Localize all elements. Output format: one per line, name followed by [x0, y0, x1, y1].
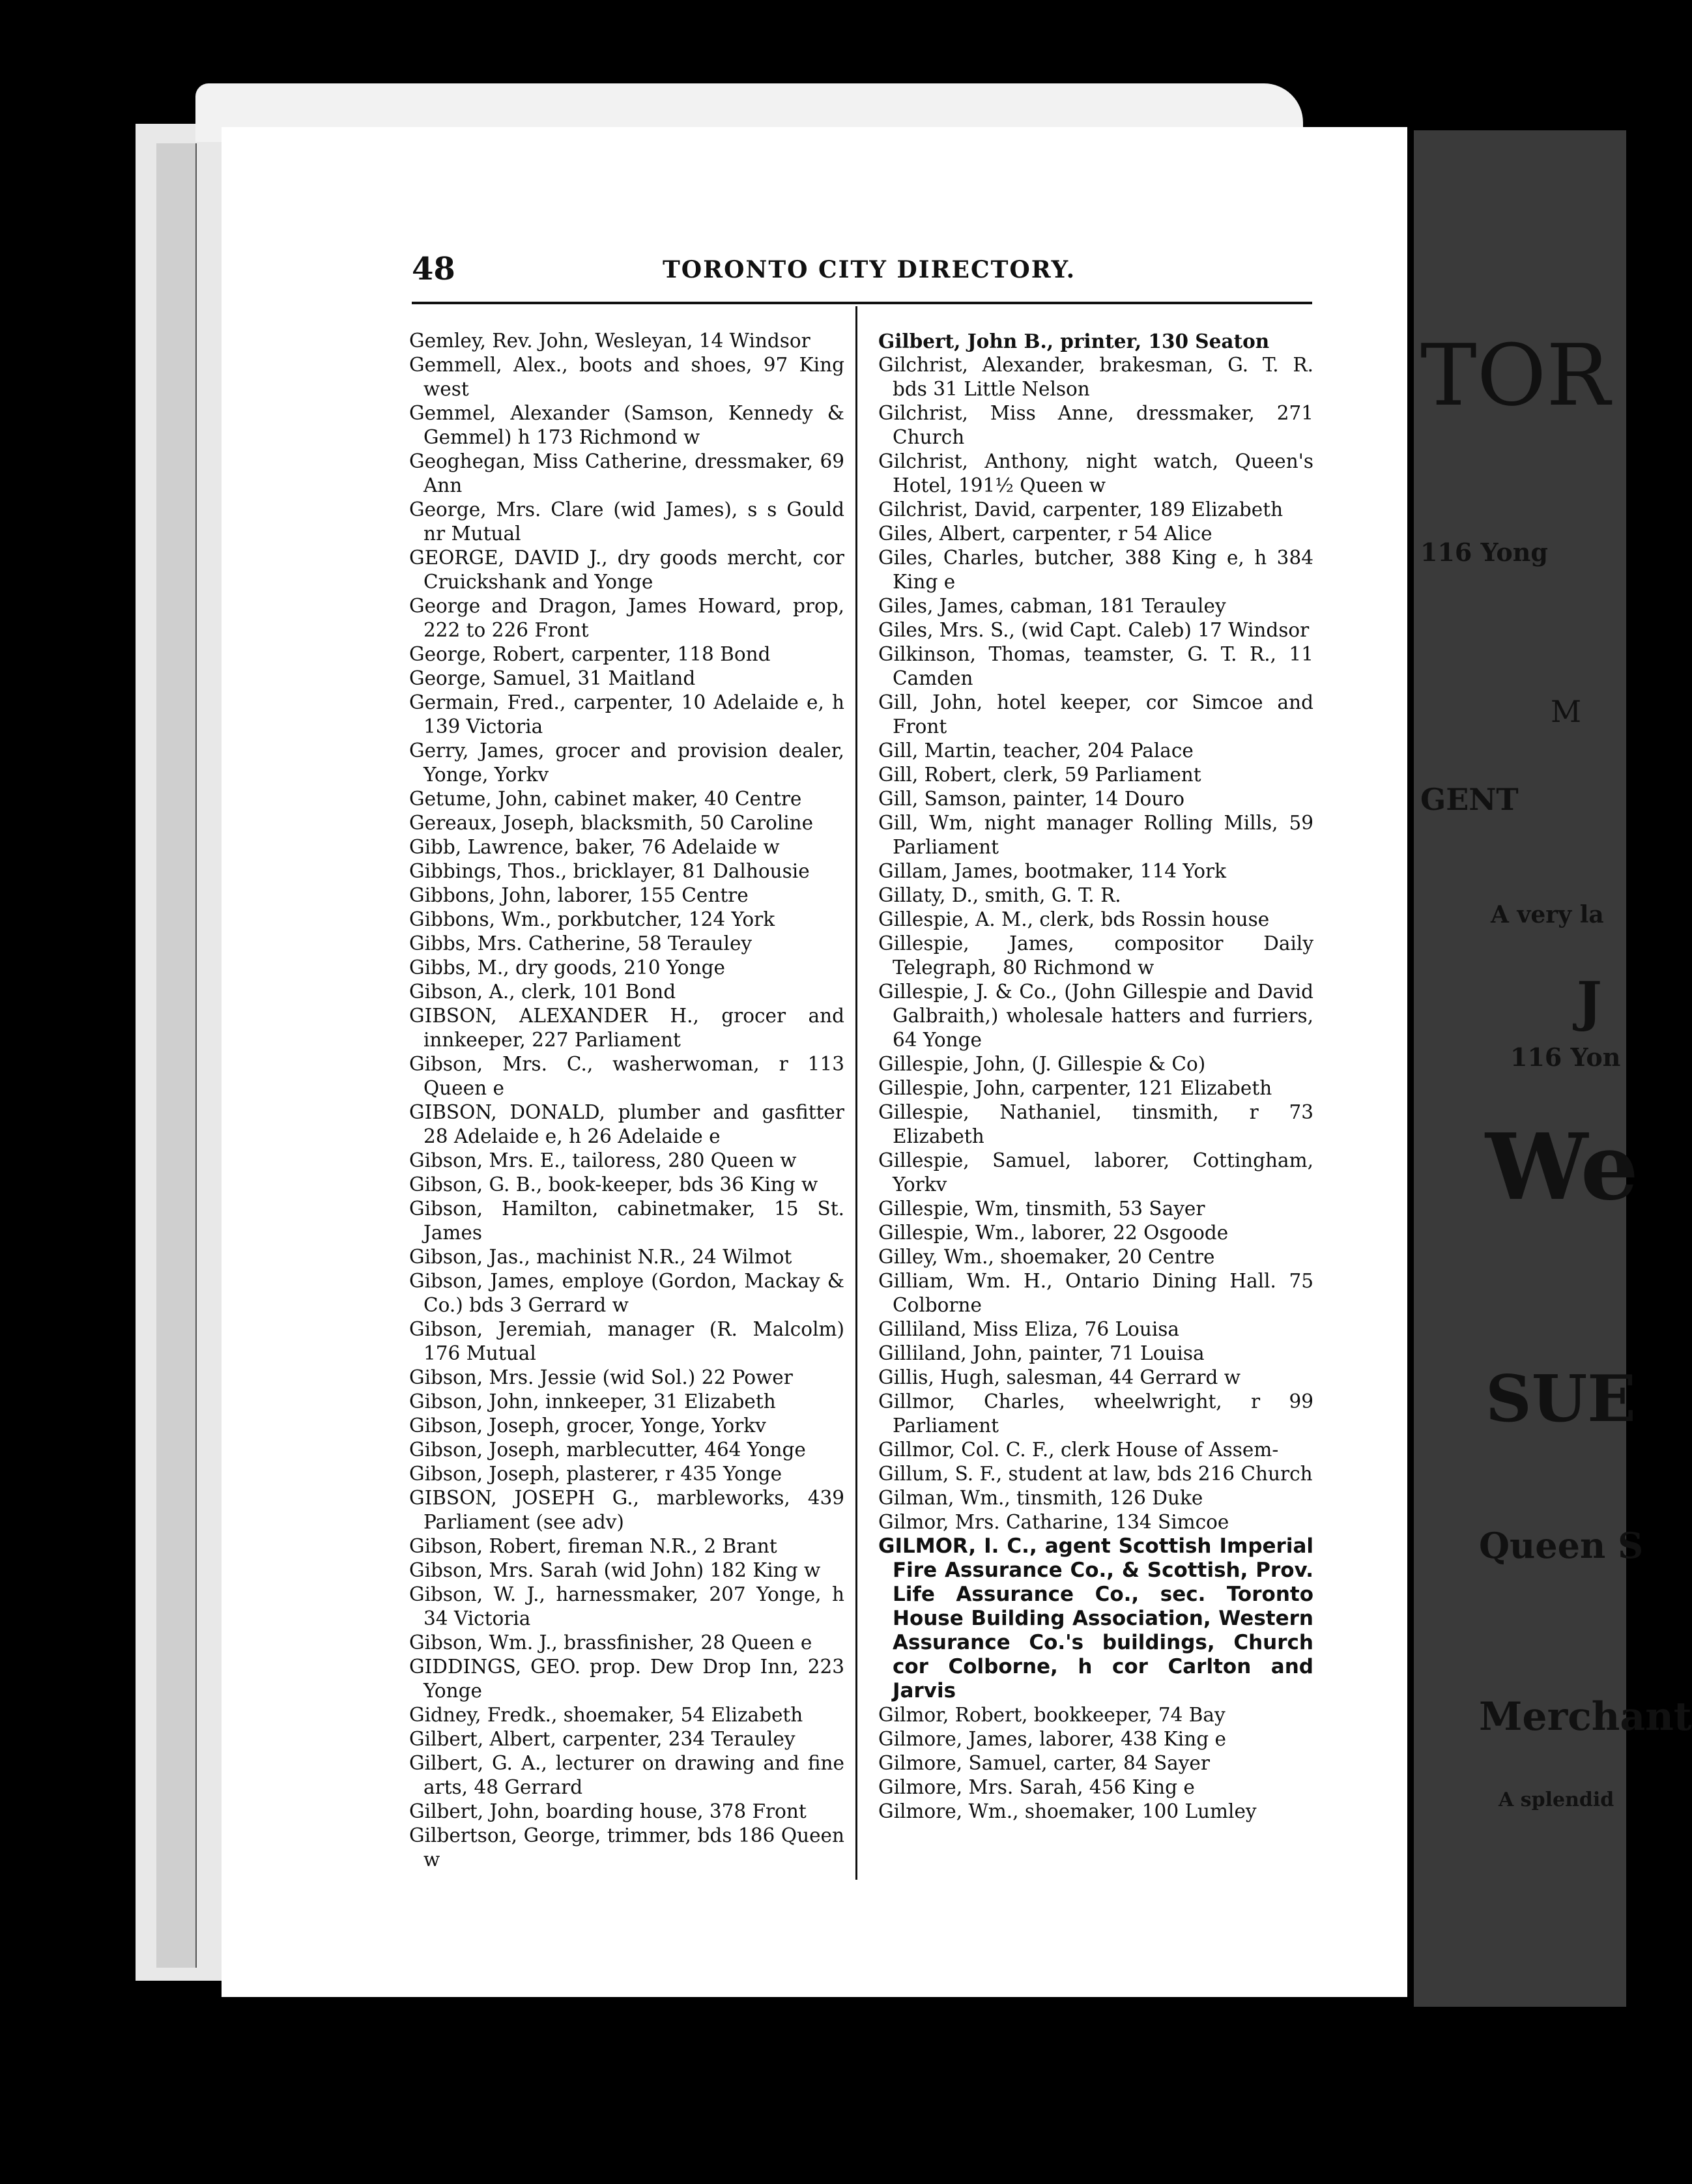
directory-entry: Gibson, Joseph, grocer, Yonge, Yorkv	[409, 1415, 766, 1437]
directory-entry: Getume, John, cabinet maker, 40 Centre	[409, 788, 802, 810]
directory-entry: Gilchrist, Anthony, night watch, Queen's Hotel, 191½ Queen w	[878, 450, 1313, 496]
facing-page	[1414, 130, 1692, 2007]
directory-entry: Gill, Wm, night manager Rolling Mills, 59 Parliament	[878, 812, 1313, 858]
directory-entry: Gillaty, D., smith, G. T. R.	[878, 884, 1121, 906]
directory-entry: Gilmore, Samuel, carter, 84 Sayer	[878, 1752, 1210, 1774]
page-header	[412, 251, 1317, 290]
directory-entry: Gemmel, Alexander (Samson, Kennedy & Gemmel) h 173 Richmond w	[409, 402, 844, 448]
directory-entry: Gibson, G. B., book-keeper, bds 36 King w	[409, 1173, 818, 1196]
directory-entry: Gillespie, John, carpenter, 121 Elizabeth	[878, 1077, 1272, 1099]
directory-entry: Gill, Robert, clerk, 59 Parliament	[878, 764, 1201, 786]
directory-entry: Gilbert, John B., printer, 130 Seaton	[878, 330, 1270, 352]
directory-entry: Gilchrist, Alexander, brakesman, G. T. R. bds 31 Little Nelson	[878, 354, 1313, 400]
directory-entry: GIBSON, DONALD, plumber and gasfitter 28 Adelaide e, h 26 Adelaide e	[409, 1101, 844, 1147]
directory-entry: George and Dragon, James Howard, prop, 222 to 226 Front	[409, 595, 844, 641]
facing-page-text: 116 Yon	[1510, 1042, 1621, 1072]
facing-page-text: SUE	[1485, 1362, 1636, 1437]
directory-entry: George, Samuel, 31 Maitland	[409, 667, 696, 689]
directory-entry: Gilmor, Mrs. Catharine, 134 Simcoe	[878, 1511, 1229, 1533]
directory-entry: Gill, Samson, painter, 14 Douro	[878, 788, 1185, 810]
directory-entry: George, Mrs. Clare (wid James), s s Gould nr Mutual	[409, 498, 844, 545]
facing-page-text: Queen S	[1479, 1525, 1644, 1566]
left-column	[409, 329, 844, 1872]
directory-entry: Gilmore, James, laborer, 438 King e	[878, 1728, 1226, 1750]
facing-page-text: M	[1551, 694, 1582, 729]
directory-entry: Gibbs, Mrs. Catherine, 58 Terauley	[409, 932, 753, 955]
facing-page-text: A very la	[1491, 901, 1604, 928]
directory-entry: Gillmor, Charles, wheelwright, r 99 Parliament	[878, 1390, 1313, 1437]
directory-entry: GIBSON, ALEXANDER H., grocer and innkeeper, 227 Parliament	[409, 1005, 844, 1051]
directory-entry: Gibbs, M., dry goods, 210 Yonge	[409, 956, 725, 979]
directory-entry: Gilbertson, George, trimmer, bds 186 Queen w	[409, 1824, 844, 1871]
directory-entry: Gill, John, hotel keeper, cor Simcoe and Front	[878, 691, 1313, 738]
directory-entry: Gillespie, John, (J. Gillespie & Co)	[878, 1053, 1206, 1075]
directory-entry: Gilliland, John, painter, 71 Louisa	[878, 1342, 1205, 1364]
directory-entry: Gilley, Wm., shoemaker, 20 Centre	[878, 1246, 1215, 1268]
directory-entry: Gibson, Mrs. Jessie (wid Sol.) 22 Power	[409, 1366, 793, 1388]
directory-entry: Gibbons, Wm., porkbutcher, 124 York	[409, 908, 775, 930]
directory-entry: Giles, Mrs. S., (wid Capt. Caleb) 17 Windsor	[878, 619, 1310, 641]
directory-entry: GEORGE, DAVID J., dry goods mercht, cor Cruickshank and Yonge	[409, 547, 844, 593]
book-page-edges-inner	[156, 143, 197, 1968]
directory-entry: Gilman, Wm., tinsmith, 126 Duke	[878, 1487, 1203, 1509]
directory-entry-featured: GILMOR, I. C., agent Scottish Imperial Fire Assurance Co., & Scottish, Prov. Life Assurance Co., sec. Toronto House Building Association, Western Assurance Co.'s buildings, Church cor Colborne, h cor Carlton and Jarvis	[878, 1534, 1313, 1703]
directory-entry: Gerry, James, grocer and provision dealer, Yonge, Yorkv	[409, 740, 844, 786]
directory-entry: Gilchrist, Miss Anne, dressmaker, 271 Church	[878, 402, 1313, 448]
right-column	[878, 329, 1313, 1824]
directory-entry: George, Robert, carpenter, 118 Bond	[409, 643, 771, 665]
directory-entry: Giles, Albert, carpenter, r 54 Alice	[878, 523, 1212, 545]
directory-entry: Gilliam, Wm. H., Ontario Dining Hall. 75 Colborne	[878, 1270, 1313, 1316]
directory-entry: Gilmor, Robert, bookkeeper, 74 Bay	[878, 1704, 1226, 1726]
directory-entry: Gemley, Rev. John, Wesleyan, 14 Windsor	[409, 330, 810, 352]
directory-entry: Gibson, Robert, fireman N.R., 2 Brant	[409, 1535, 777, 1557]
directory-entry: Gemmell, Alex., boots and shoes, 97 King west	[409, 354, 844, 400]
directory-entry: Gillmor, Col. C. F., clerk House of Assem-	[878, 1439, 1279, 1461]
directory-entry: Gibson, Hamilton, cabinetmaker, 15 St. James	[409, 1198, 844, 1244]
directory-entry: Gidney, Fredk., shoemaker, 54 Elizabeth	[409, 1704, 803, 1726]
facing-page-text: TOR	[1420, 326, 1611, 425]
facing-page-text: 116 Yong	[1420, 538, 1548, 567]
directory-entry: Gibson, W. J., harnessmaker, 207 Yonge, h 34 Victoria	[409, 1583, 844, 1630]
directory-entry: Gillespie, Wm, tinsmith, 53 Sayer	[878, 1198, 1205, 1220]
directory-entry: Gibson, James, employe (Gordon, Mackay & Co.) bds 3 Gerrard w	[409, 1270, 844, 1316]
directory-entry: Gibson, Joseph, plasterer, r 435 Yonge	[409, 1463, 782, 1485]
directory-entry: Gibson, Mrs. Sarah (wid John) 182 King w	[409, 1559, 821, 1581]
directory-entry: Gibson, Wm. J., brassfinisher, 28 Queen e	[409, 1631, 812, 1654]
directory-entry: Gilliland, Miss Eliza, 76 Louisa	[878, 1318, 1179, 1340]
directory-entry: Gilbert, G. A., lecturer on drawing and fine arts, 48 Gerrard	[409, 1752, 844, 1798]
facing-page-text: GENT	[1420, 782, 1519, 817]
directory-entry: Gibson, John, innkeeper, 31 Elizabeth	[409, 1390, 776, 1413]
directory-entry: Gibbings, Thos., bricklayer, 81 Dalhousie	[409, 860, 810, 882]
directory-entry: Gibbons, John, laborer, 155 Centre	[409, 884, 749, 906]
facing-page-text: J	[1577, 971, 1602, 1033]
directory-entry: Gibson, Joseph, marblecutter, 464 Yonge	[409, 1439, 806, 1461]
directory-entry: Gilbert, Albert, carpenter, 234 Terauley	[409, 1728, 796, 1750]
directory-entry: Giles, Charles, butcher, 388 King e, h 384 King e	[878, 547, 1313, 593]
facing-page-text: Merchant	[1479, 1694, 1692, 1740]
directory-entry: Germain, Fred., carpenter, 10 Adelaide e, h 139 Victoria	[409, 691, 844, 738]
column-divider	[855, 306, 857, 1880]
facing-page-text: A splendid	[1498, 1789, 1614, 1811]
directory-entry: Gibson, Mrs. C., washerwoman, r 113 Queen e	[409, 1053, 844, 1099]
directory-entry: Gilmore, Mrs. Sarah, 456 King e	[878, 1776, 1195, 1798]
directory-entry: Gilbert, John, boarding house, 378 Front	[409, 1800, 807, 1822]
directory-entry: Gilmore, Wm., shoemaker, 100 Lumley	[878, 1800, 1257, 1822]
directory-entry: Gibson, A., clerk, 101 Bond	[409, 981, 676, 1003]
directory-entry: Gill, Martin, teacher, 204 Palace	[878, 740, 1194, 762]
directory-entry: Gillespie, James, compositor Daily Telegraph, 80 Richmond w	[878, 932, 1313, 979]
directory-entry: Gillam, James, bootmaker, 114 York	[878, 860, 1227, 882]
directory-entry: Gillespie, A. M., clerk, bds Rossin house	[878, 908, 1270, 930]
page-number: 48	[412, 251, 455, 287]
directory-entry: Gibson, Jeremiah, manager (R. Malcolm) 176 Mutual	[409, 1318, 844, 1364]
directory-entry: Gillespie, Nathaniel, tinsmith, r 73 Elizabeth	[878, 1101, 1313, 1147]
directory-entry: Gereaux, Joseph, blacksmith, 50 Caroline	[409, 812, 814, 834]
directory-entry: Gilchrist, David, carpenter, 189 Elizabeth	[878, 498, 1283, 521]
directory-entry: Gillis, Hugh, salesman, 44 Gerrard w	[878, 1366, 1240, 1388]
directory-entry: GIDDINGS, GEO. prop. Dew Drop Inn, 223 Yonge	[409, 1656, 844, 1702]
directory-entry: Gibb, Lawrence, baker, 76 Adelaide w	[409, 836, 780, 858]
directory-entry: Gibson, Jas., machinist N.R., 24 Wilmot	[409, 1246, 792, 1268]
directory-entry: Gillespie, Wm., laborer, 22 Osgoode	[878, 1222, 1229, 1244]
directory-entry: Gillespie, J. & Co., (John Gillespie and David Galbraith,) wholesale hatters and furriers, 64 Yonge	[878, 981, 1313, 1051]
directory-entry: GIBSON, JOSEPH G., marbleworks, 439 Parliament (see adv)	[409, 1487, 844, 1533]
directory-entry: Gillum, S. F., student at law, bds 216 Church	[878, 1463, 1313, 1485]
running-title: TORONTO CITY DIRECTORY.	[663, 256, 1076, 283]
directory-entry: Giles, James, cabman, 181 Terauley	[878, 595, 1226, 617]
directory-entry: Geoghegan, Miss Catherine, dressmaker, 69 Ann	[409, 450, 844, 496]
facing-page-text: We	[1485, 1114, 1639, 1221]
header-rule	[412, 302, 1312, 304]
directory-entry: Gilkinson, Thomas, teamster, G. T. R., 11 Camden	[878, 643, 1313, 689]
directory-entry: Gibson, Mrs. E., tailoress, 280 Queen w	[409, 1149, 797, 1171]
directory-entry: Gillespie, Samuel, laborer, Cottingham, Yorkv	[878, 1149, 1313, 1196]
